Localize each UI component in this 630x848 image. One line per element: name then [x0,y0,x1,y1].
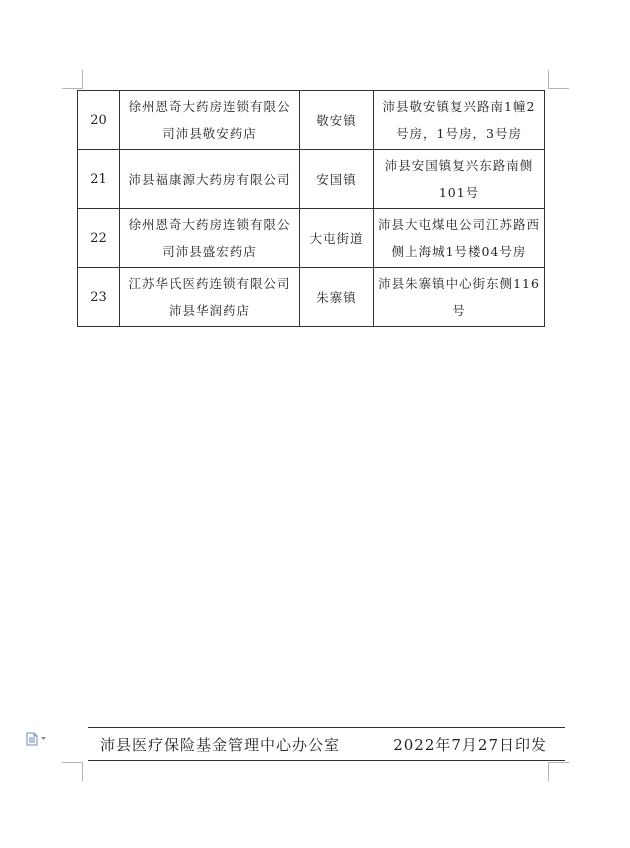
document-icon[interactable] [26,732,48,746]
pharmacy-table [77,90,545,327]
pharmacy-name: 徐州恩奇大药房连锁有限公司沛县盛宏药店 [120,209,300,268]
row-number: 21 [78,150,120,209]
pharmacy-name: 江苏华氏医药连锁有限公司沛县华润药店 [120,268,300,327]
pharmacy-name: 徐州恩奇大药房连锁有限公司沛县敬安药店 [120,91,300,150]
table-row [78,268,545,327]
issue-date: 2022年7月27日印发 [393,736,547,754]
crop-mark-bottom-right [548,762,569,781]
row-number: 22 [78,209,120,268]
town-name: 安国镇 [300,150,374,209]
town-name: 朱寨镇 [300,268,374,327]
row-number: 20 [78,91,120,150]
table-row [78,209,545,268]
pharmacy-address: 沛县朱寨镇中心街东侧116号 [374,268,545,327]
table-row [78,150,545,209]
town-name: 大屯街道 [300,209,374,268]
pharmacy-address: 沛县安国镇复兴东路南侧101号 [374,150,545,209]
pharmacy-name: 沛县福康源大药房有限公司 [120,150,300,209]
issuing-office: 沛县医疗保险基金管理中心办公室 [100,736,341,754]
crop-mark-top-left [62,70,83,89]
document-footer [88,727,565,761]
row-number: 23 [78,268,120,327]
crop-mark-top-right [548,70,569,89]
pharmacy-address: 沛县敬安镇复兴路南1幢2号房，1号房，3号房 [374,91,545,150]
crop-mark-bottom-left [62,762,83,781]
pharmacy-address: 沛县大屯煤电公司江苏路西侧上海城1号楼04号房 [374,209,545,268]
town-name: 敬安镇 [300,91,374,150]
table-row [78,91,545,150]
